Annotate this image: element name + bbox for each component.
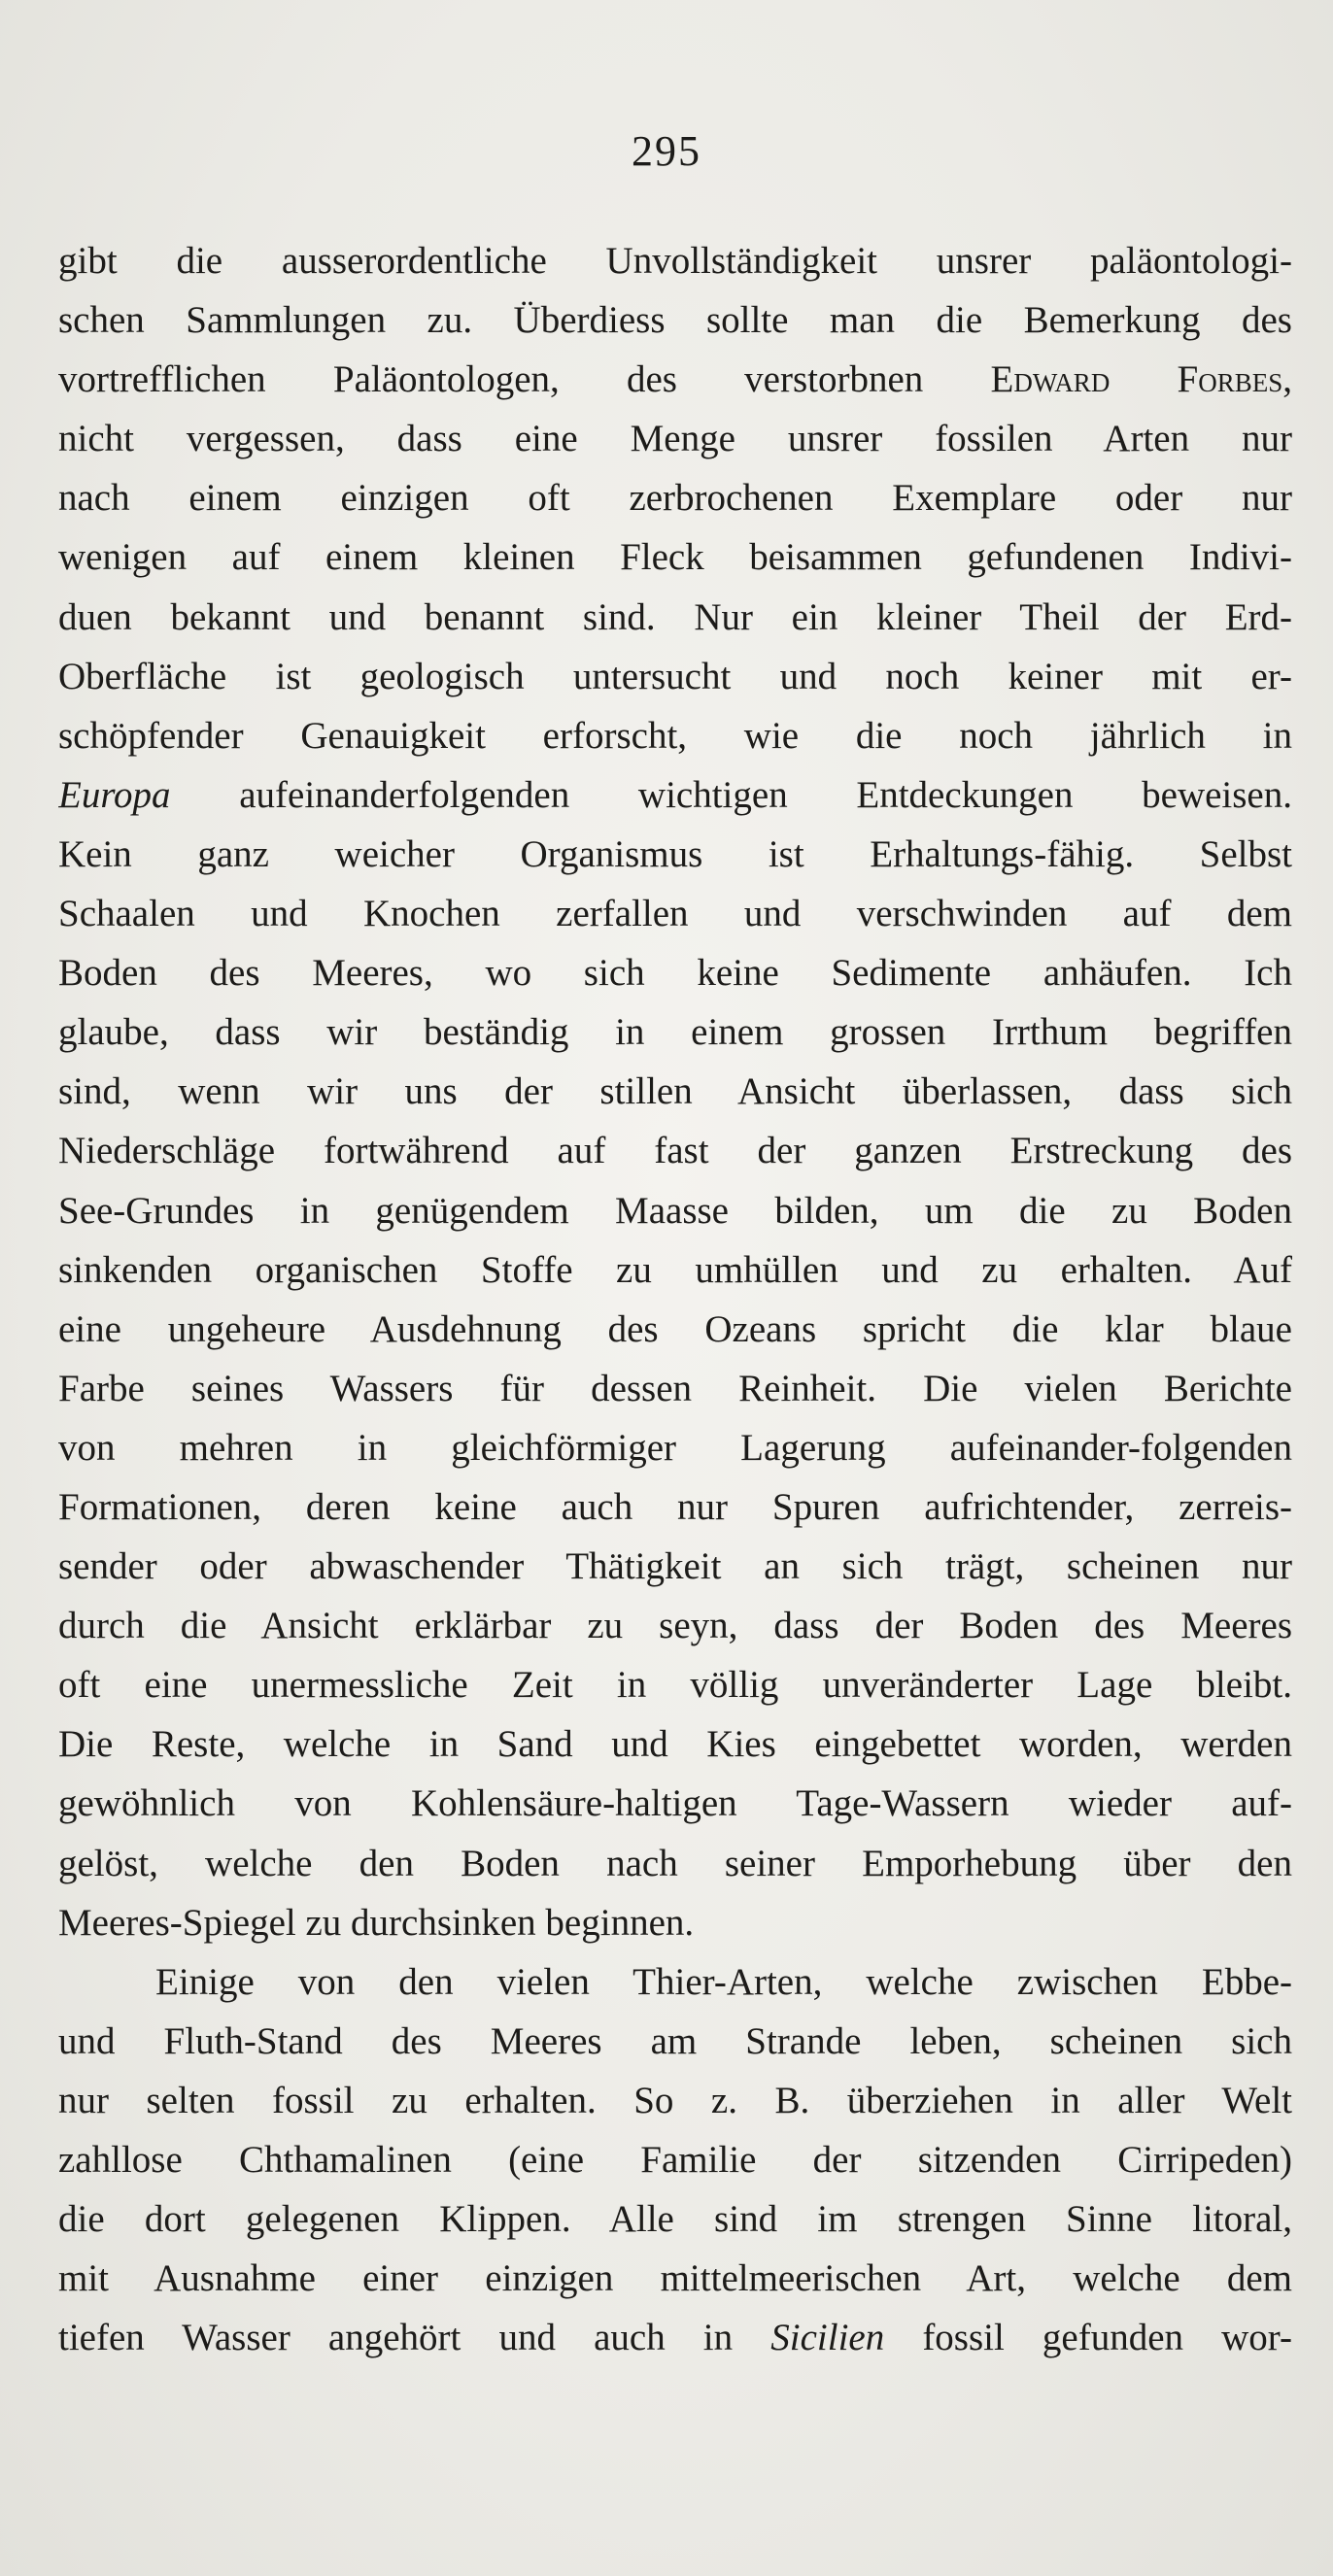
text-segment: fossil gefunden wor-: [884, 2317, 1292, 2359]
text-line: [58, 1477, 1292, 1537]
text-segment: Die Reste, welche in Sand und Kies eingebettet worden, werden: [58, 1723, 1292, 1766]
text-segment: zahllose Chthamalinen (eine Familie der sitzenden Cirripeden): [58, 2139, 1292, 2181]
text-segment: duen bekannt und benannt sind. Nur ein kleiner Theil der Erd-: [58, 595, 1292, 638]
text-segment: Niederschläge fortwährend auf fast der ganzen Erstreckung des: [58, 1130, 1292, 1172]
text-line: [58, 943, 1292, 1002]
page-number: 295: [632, 127, 701, 175]
text-segment: wenigen auf einem kleinen Fleck beisammen gefundenen Indivi-: [58, 536, 1292, 579]
text-line: [58, 468, 1292, 527]
text-line: [58, 1062, 1292, 1121]
text-segment: von mehren in gleichförmiger Lagerung aufeinander-folgenden: [58, 1426, 1292, 1469]
text-segment: Farbe seines Wassers für dessen Reinheit. Die vielen Berichte: [58, 1367, 1292, 1409]
text-segment: die dort gelegenen Klippen. Alle sind im strengen Sinne litoral,: [58, 2198, 1292, 2241]
text-line: [58, 1240, 1292, 1300]
text-line: [58, 647, 1292, 706]
text-line: [58, 2308, 1292, 2367]
text-line: [58, 1774, 1292, 1833]
text-line: [58, 1300, 1292, 1359]
text-line: [58, 1359, 1292, 1418]
text-segment: glaube, dass wir beständig in einem grossen Irrthum begriffen: [58, 1011, 1292, 1054]
text-segment: nach einem einzigen oft zerbrochenen Exemplare oder nur: [58, 477, 1292, 520]
text-segment: gelöst, welche den Boden nach seiner Emporhebung über den: [58, 1842, 1292, 1884]
text-segment: durch die Ansicht erklärbar zu seyn, dass der Boden des Meeres: [58, 1605, 1292, 1647]
text-segment: sender oder abwaschender Thätigkeit an sich trägt, scheinen nur: [58, 1545, 1292, 1588]
text-line: [58, 290, 1292, 350]
text-segment: Meeres-Spiegel zu durchsinken beginnen.: [58, 1901, 695, 1944]
text-segment: oft eine unermessliche Zeit in völlig unveränderter Lage bleibt.: [58, 1664, 1292, 1707]
text-segment: und Fluth-Stand des Meeres am Strande leben, scheinen sich: [58, 2019, 1292, 2062]
text-line: [58, 588, 1292, 647]
text-line: [58, 1834, 1292, 1893]
text-line: [58, 1714, 1292, 1774]
text-line: [58, 706, 1292, 765]
text-line: [58, 1121, 1292, 1180]
text-line: [58, 527, 1292, 587]
text-line: [58, 1002, 1292, 1062]
text-line: [58, 2189, 1292, 2249]
text-segment: gewöhnlich von Kohlensäure-haltigen Tage-Wassern wieder auf-: [58, 1782, 1292, 1825]
text-segment: Oberfläche ist geologisch untersucht und noch keiner mit er-: [58, 655, 1292, 697]
text-segment: ,: [1282, 358, 1292, 401]
text-line: [58, 1655, 1292, 1714]
text-line: [58, 231, 1292, 290]
text-line: [58, 2130, 1292, 2189]
text-line: [58, 1537, 1292, 1596]
text-line: [58, 350, 1292, 409]
text-segment: See-Grundes in genügendem Maasse bilden, um die zu Boden: [58, 1189, 1292, 1232]
text-segment: Einige von den vielen Thier-Arten, welche zwischen Ebbe-: [155, 1960, 1292, 2003]
text-segment: sinkenden organischen Stoffe zu umhüllen und zu erhalten. Auf: [58, 1248, 1292, 1291]
text-segment: schen Sammlungen zu. Überdiess sollte man die Bemerkung des: [58, 299, 1292, 342]
text-segment: Boden des Meeres, wo sich keine Sedimente anhäufen. Ich: [58, 952, 1292, 995]
text-segment: gibt die ausserordentliche Unvollständigkeit unsrer paläontologi-: [58, 240, 1292, 282]
text-line: [58, 2071, 1292, 2130]
text-line: [58, 884, 1292, 943]
text-segment: schöpfender Genauigkeit erforscht, wie die noch jährlich in: [58, 714, 1292, 757]
text-segment: Kein ganz weicher Organismus ist Erhaltungs-fähig. Selbst: [58, 832, 1292, 875]
author-name: Edward Forbes: [990, 358, 1283, 401]
text-segment: mit Ausnahme einer einzigen mittelmeerischen Art, welche dem: [58, 2257, 1292, 2300]
text-line: [58, 1893, 1292, 1952]
text-line: [58, 2249, 1292, 2308]
text-segment: eine ungeheure Ausdehnung des Ozeans spricht die klar blaue: [58, 1307, 1292, 1350]
text-line: [58, 1181, 1292, 1240]
place-name: Sicilien: [770, 2317, 885, 2359]
text-segment: nicht vergessen, dass eine Menge unsrer fossilen Arten nur: [58, 418, 1292, 460]
text-segment: Formationen, deren keine auch nur Spuren aufrichtender, zerreis-: [58, 1485, 1292, 1528]
text-line: [58, 1418, 1292, 1477]
text-segment: nur selten fossil zu erhalten. So z. B. überziehen in aller Welt: [58, 2079, 1292, 2121]
body-text: [58, 231, 1292, 2367]
text-line: [58, 1952, 1292, 2012]
place-name: Europa: [58, 773, 171, 816]
text-segment: tiefen Wasser angehört und auch in: [58, 2317, 771, 2359]
text-line: [58, 409, 1292, 468]
text-segment: aufeinanderfolgenden wichtigen Entdeckungen beweisen.: [170, 773, 1292, 816]
text-segment: vortrefflichen Paläontologen, des verstorbnen: [58, 358, 991, 401]
text-line: [58, 2012, 1292, 2071]
text-line: [58, 765, 1292, 825]
text-segment: Schaalen und Knochen zerfallen und verschwinden auf dem: [58, 893, 1292, 935]
text-line: [58, 1596, 1292, 1655]
text-line: [58, 825, 1292, 884]
text-segment: sind, wenn wir uns der stillen Ansicht überlassen, dass sich: [58, 1070, 1292, 1113]
